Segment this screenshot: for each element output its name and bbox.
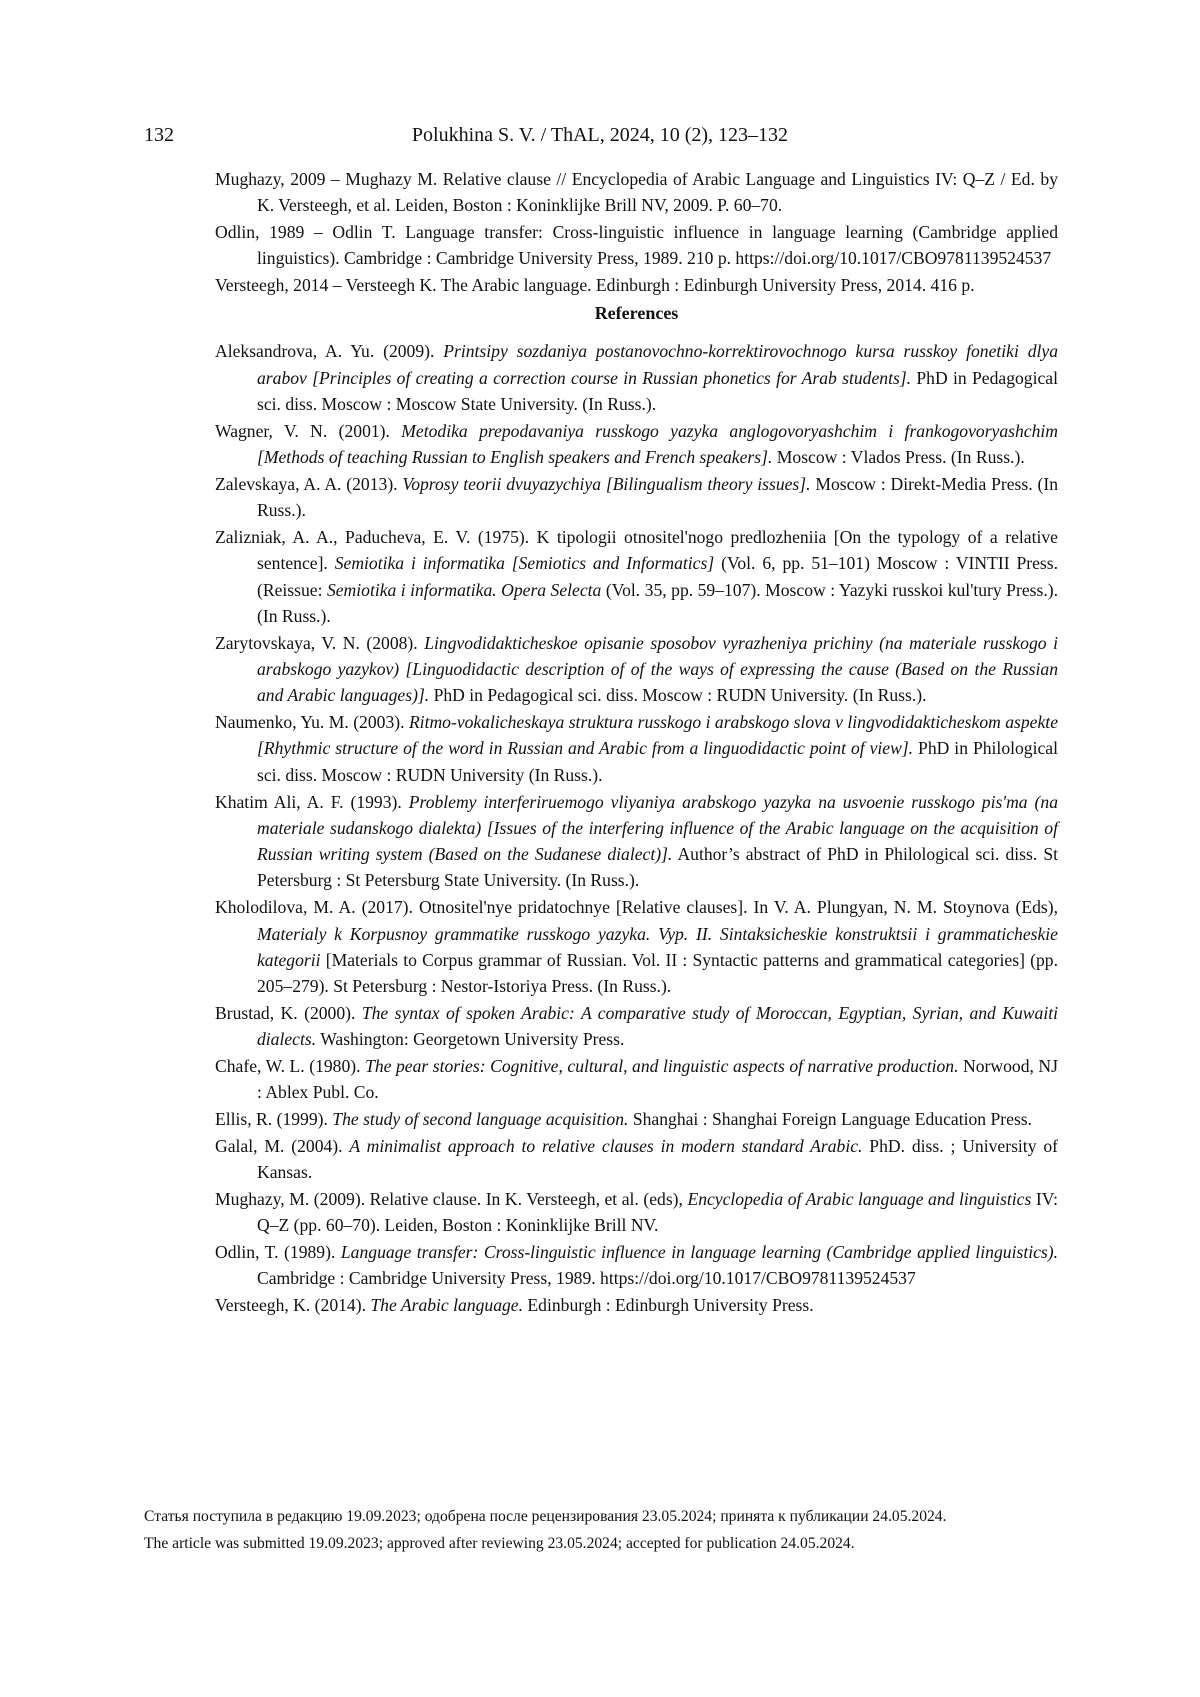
page-header <box>144 124 1056 150</box>
reference-title: The syntax of spoken Arabic: A comparative study of Moroccan, Egyptian, Syrian, and Kuwaiti dialects. <box>257 1003 1058 1049</box>
reference-title: The Arabic language. <box>370 1295 523 1315</box>
reference-text: Kholodilova, M. A. (2017). Otnositel'nye pridatochnye [Relative clauses]. In V. A. Plungyan, N. M. Stoynova (Eds), <box>215 897 1058 917</box>
reference-entry <box>215 630 1058 709</box>
source-entry <box>215 272 1058 298</box>
reference-text: [Materials to Corpus grammar of Russian. Vol. II : Syntactic patterns and grammatical categories] (pp. 205–279). St Petersburg : Nestor-Istoriya Press. (In Russ.). <box>257 950 1058 996</box>
reference-title: Semiotika i informatika [Semiotics and Informatics] <box>335 553 714 573</box>
reference-text: PhD. diss. ; University of Kansas. <box>257 1136 1058 1182</box>
reference-title: Ritmo-vokalicheskaya struktura russkogo i arabskogo slova v lingvodidakticheskom aspekte [Rhythmic structure of the word in Russian and Arabic from a linguodidactic point of view]. <box>257 712 1058 758</box>
reference-text: Zarytovskaya, V. N. (2008). <box>215 633 424 653</box>
submission-note <box>144 1503 1084 1557</box>
reference-text: PhD in Pedagogical sci. diss. Moscow : Moscow State University. (In Russ.). <box>257 368 1058 414</box>
reference-text: IV: Q–Z (pp. 60–70). Leiden, Boston : Koninklijke Brill NV. <box>257 1189 1058 1235</box>
reference-title: Materialy k Korpusnoy grammatike russkogo yazyka. Vyp. II. Sintaksicheskie konstruktsii i grammaticheskie kategorii <box>257 924 1058 970</box>
reference-entry <box>215 1106 1058 1132</box>
reference-entry <box>215 1053 1058 1106</box>
reference-text: Zalizniak, A. A., Paducheva, E. V. (1975). K tipologii otnositel'nogo predlozheniia [On the typology of a relative sentence]. <box>215 527 1058 573</box>
reference-text: Brustad, K. (2000). <box>215 1003 362 1023</box>
reference-text: Mughazy, M. (2009). Relative clause. In K. Versteegh, et al. (eds), <box>215 1189 687 1209</box>
source-entry <box>215 219 1058 272</box>
reference-entry <box>215 894 1058 999</box>
references-heading: References <box>215 300 1058 326</box>
reference-text: Author’s abstract of PhD in Philological sci. diss. St Petersburg : St Petersburg State University. (In Russ.). <box>257 844 1058 890</box>
reference-text: PhD in Pedagogical sci. diss. Moscow : RUDN University. (In Russ.). <box>429 685 926 705</box>
reference-text: Wagner, V. N. (2001). <box>215 421 401 441</box>
reference-text: Ellis, R. (1999). <box>215 1109 332 1129</box>
reference-title: Language transfer: Cross-linguistic influence in language learning (Cambridge applied linguistics). <box>341 1242 1058 1262</box>
reference-title: Problemy interferiruemogo vliyaniya arabskogo yazyka na usvoenie russkogo pis'ma (na materiale sudanskogo dialekta) [Issues of the interfering influence of the Arabic language on the acquisition of Russian writing system (Based on the Sudanese dialect)]. <box>257 792 1058 865</box>
reference-entry <box>215 1292 1058 1318</box>
bibliography <box>215 166 1058 1319</box>
reference-entry <box>215 418 1058 471</box>
reference-entry <box>215 524 1058 629</box>
sources-list <box>215 166 1058 298</box>
source-entry <box>215 166 1058 219</box>
reference-entry <box>215 709 1058 788</box>
reference-text: Aleksandrova, A. Yu. (2009). <box>215 341 443 361</box>
reference-entry <box>215 471 1058 524</box>
reference-text: Naumenko, Yu. M. (2003). <box>215 712 409 732</box>
reference-title: Encyclopedia of Arabic language and linguistics <box>687 1189 1031 1209</box>
reference-entry <box>215 789 1058 894</box>
reference-text: Shanghai : Shanghai Foreign Language Education Press. <box>628 1109 1032 1129</box>
reference-text: Chafe, W. L. (1980). <box>215 1056 365 1076</box>
reference-text: Odlin, T. (1989). <box>215 1242 341 1262</box>
references-list <box>215 338 1058 1318</box>
reference-text: Moscow : Vlados Press. (In Russ.). <box>772 447 1024 467</box>
reference-text: Edinburgh : Edinburgh University Press. <box>523 1295 814 1315</box>
reference-text: (Vol. 6, pp. 51–101) Moscow : VINTII Press. (Reissue: <box>257 553 1058 599</box>
reference-text: PhD in Philological sci. diss. Moscow : RUDN University (In Russ.). <box>257 738 1058 784</box>
reference-title: Lingvodidakticheskoe opisanie sposobov vyrazheniya prichiny (na materiale russkogo i arabskogo yazykov) [Linguodidactic description of of the ways of expressing the cause (Based on the Russian and Arabic languages)]. <box>257 633 1058 706</box>
reference-text: Cambridge : Cambridge University Press, 1989. https://doi.org/10.1017/CBO9781139524537 <box>257 1268 916 1288</box>
reference-text: Mughazy, 2009 – Mughazy M. Relative clause // Encyclopedia of Arabic Language and Linguistics IV: Q–Z / Ed. by K. Versteegh, et al. Leiden, Boston : Koninklijke Brill NV, 2009. P. 60–70. <box>215 169 1058 215</box>
reference-title: A minimalist approach to relative clauses in modern standard Arabic. <box>349 1136 862 1156</box>
reference-entry <box>215 1186 1058 1239</box>
reference-title: The study of second language acquisition. <box>332 1109 628 1129</box>
reference-entry <box>215 1000 1058 1053</box>
running-head: Polukhina S. V. / ThAL, 2024, 10 (2), 123–132 <box>144 124 1056 147</box>
reference-entry <box>215 1133 1058 1186</box>
reference-title: The pear stories: Cognitive, cultural, and linguistic aspects of narrative production. <box>365 1056 958 1076</box>
reference-text: Norwood, NJ : Ablex Publ. Co. <box>257 1056 1058 1102</box>
page-number: 132 <box>144 124 174 147</box>
reference-title: Voprosy teorii dvuyazychiya [Bilingualism theory issues]. <box>402 474 810 494</box>
reference-entry <box>215 338 1058 417</box>
reference-text: Odlin, 1989 – Odlin T. Language transfer: Cross-linguistic influence in language learning (Cambridge applied linguistics). Cambridge : Cambridge University Press, 1989. 210 p. https://doi.org/10.1017/CBO9781139524537 <box>215 222 1058 268</box>
reference-title: Printsipy sozdaniya postanovochno-korrektirovochnogo kursa russkoy fonetiki dlya arabov [Principles of creating a correction course in Russian phonetics for Arab students]. <box>257 341 1058 387</box>
reference-text: Versteegh, 2014 – Versteegh K. The Arabic language. Edinburgh : Edinburgh University Press, 2014. 416 p. <box>215 275 975 295</box>
reference-text: Moscow : Direkt-Media Press. (In Russ.). <box>257 474 1058 520</box>
reference-text: Galal, M. (2004). <box>215 1136 349 1156</box>
reference-text: Versteegh, K. (2014). <box>215 1295 370 1315</box>
submission-note-ru: Статья поступила в редакцию 19.09.2023; одобрена после рецензирования 23.05.2024; принята к публикации 24.05.2024. <box>144 1503 1084 1530</box>
reference-text: Washington: Georgetown University Press. <box>316 1029 624 1049</box>
reference-text: Khatim Ali, A. F. (1993). <box>215 792 409 812</box>
submission-note-en: The article was submitted 19.09.2023; approved after reviewing 23.05.2024; accepted for publication 24.05.2024. <box>144 1530 1084 1557</box>
reference-text: Zalevskaya, A. A. (2013). <box>215 474 402 494</box>
reference-entry <box>215 1239 1058 1292</box>
reference-title: Semiotika i informatika. Opera Selecta <box>327 580 601 600</box>
reference-title: Metodika prepodavaniya russkogo yazyka anglogovoryashchim i frankogovoryashchim [Methods of teaching Russian to English speakers and French speakers]. <box>257 421 1058 467</box>
reference-text: (Vol. 35, pp. 59–107). Moscow : Yazyki russkoi kul'tury Press.). (In Russ.). <box>257 580 1058 626</box>
